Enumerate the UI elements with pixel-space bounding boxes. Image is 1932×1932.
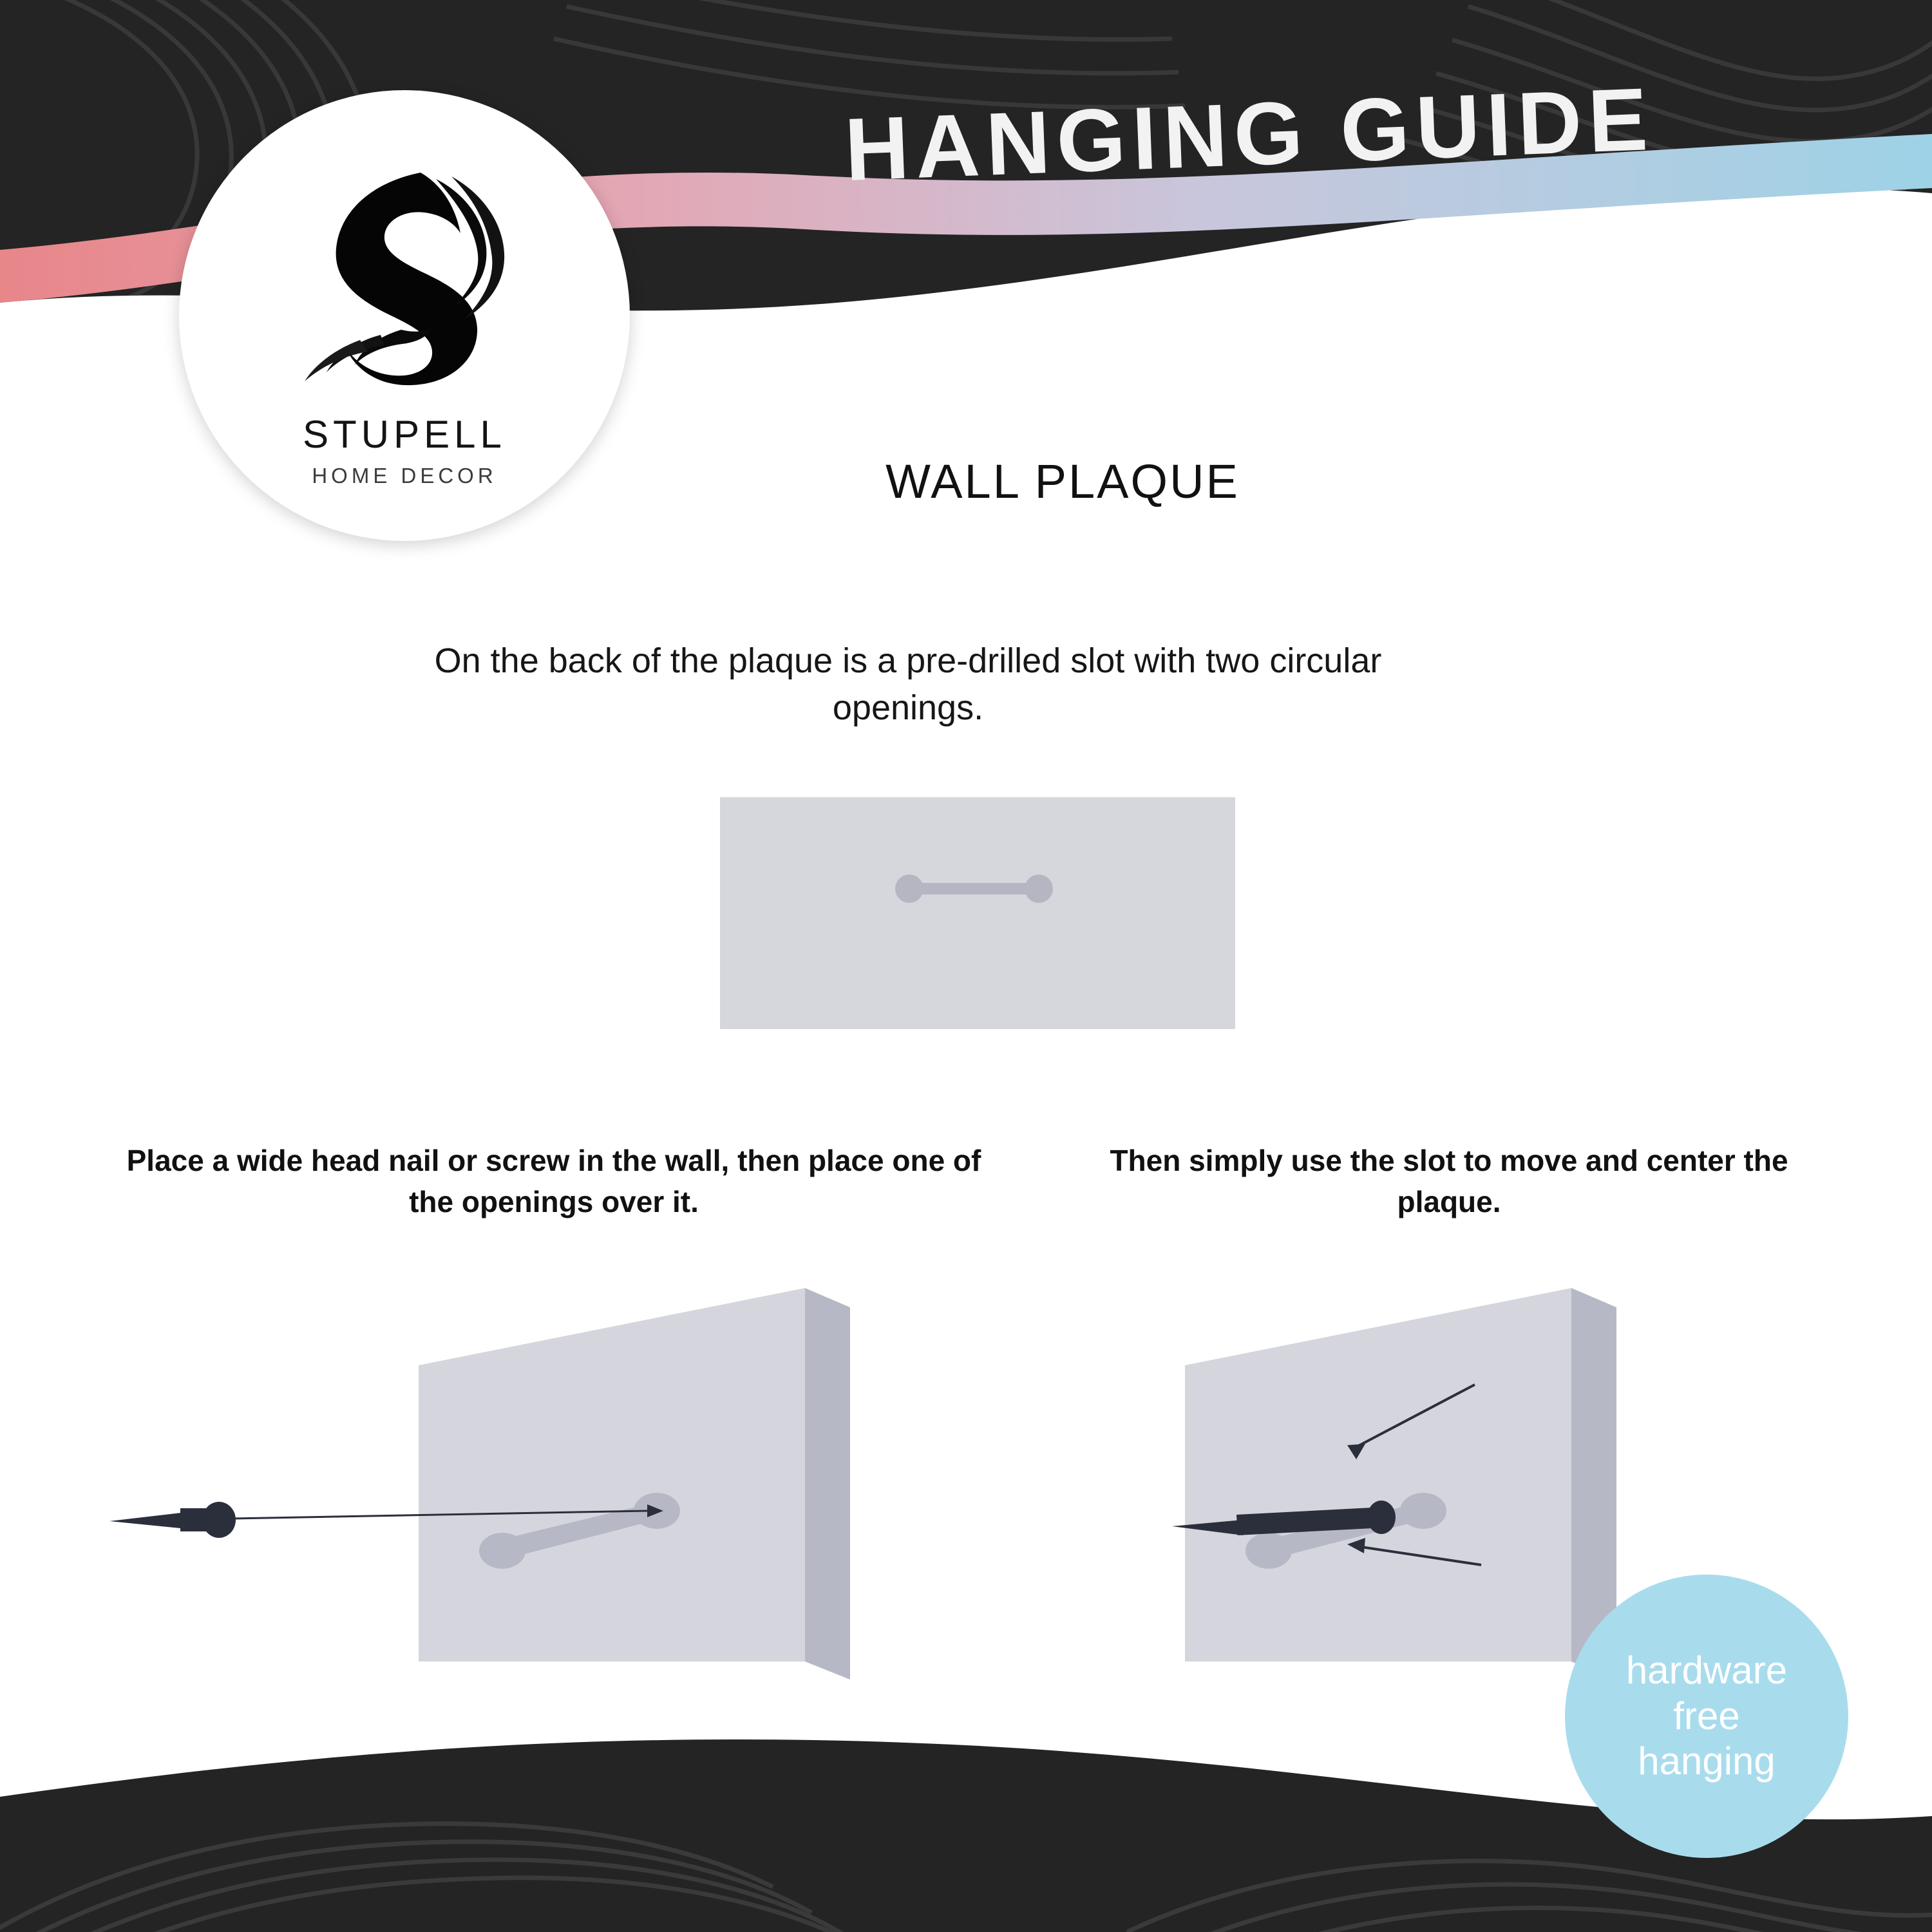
badge-line-1: hardware: [1625, 1648, 1788, 1692]
step-2-caption: Place a wide head nail or screw in the wall, then place one of the openings over it.: [126, 1144, 981, 1219]
keyhole-opening-right: [1025, 875, 1053, 903]
keyhole-opening-right: [1400, 1493, 1446, 1529]
plaque-side-edge: [805, 1288, 850, 1680]
page-title: HANGING GUIDE: [842, 69, 1656, 200]
keyhole-slot-icon: [895, 875, 1053, 903]
step-3-caption: Then simply use the slot to move and center the plaque.: [1110, 1144, 1788, 1219]
stupell-swirl-logo-icon: [298, 167, 511, 386]
logo-tagline: HOME DECOR: [312, 464, 497, 488]
step-1-caption: On the back of the plaque is a pre-drilled slot with two circular openings.: [434, 641, 1382, 727]
step-2-illustration: [103, 1262, 1005, 1739]
badge-line-3: hanging: [1638, 1739, 1776, 1783]
section-title: WALL PLAQUE: [886, 455, 1240, 508]
nail-icon: [109, 1502, 236, 1538]
plaque-face: [419, 1288, 805, 1662]
logo-wordmark: STUPELL: [303, 413, 506, 456]
logo-badge: [179, 90, 630, 541]
plaque-back-illustration: [720, 797, 1235, 1029]
badge-line-2: free: [1673, 1694, 1740, 1738]
plaque-face: [1185, 1288, 1571, 1662]
keyhole-slot-bar: [908, 883, 1040, 895]
hardware-free-badge: [1565, 1575, 1848, 1858]
